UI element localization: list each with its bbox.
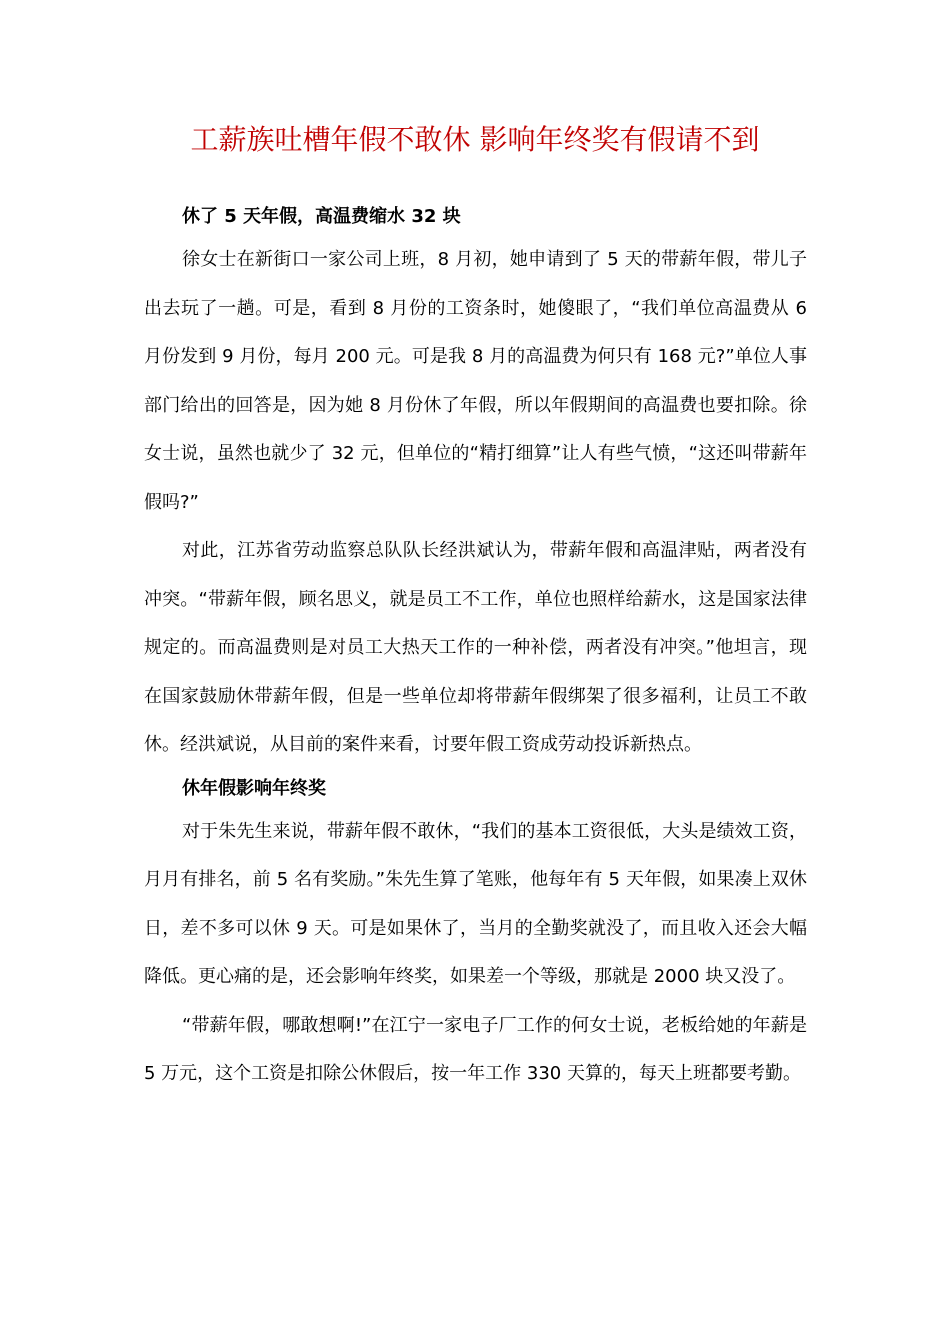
section-heading: 休了 5 天年假，高温费缩水 32 块: [182, 206, 461, 227]
section-heading: 休年假影响年终奖: [182, 777, 326, 799]
document-title: 工薪族吐槽年假不敢休 影响年终奖有假请不到: [190, 123, 760, 156]
paragraph: 对于朱先生来说，带薪年假不敢休，“我们的基本工资很低，大头是绩效工资，月月有排名，前 5 名有奖励。”朱先生算了笔账，他每年有 5 天年假，如果凑上双休日，差不多可以休 9 天。可是如果休了，当月的全勤奖就没了，而且收入还会大幅降低。更心痛的是，还会影响年终奖，如果差一个等级，那就是 2000 块又没了。: [144, 820, 807, 987]
paragraph: 对此，江苏省劳动监察总队队长经洪斌认为，带薪年假和高温津贴，两者没有冲突。“带薪年假，顾名思义，就是员工不工作，单位也照样给薪水，这是国家法律规定的。而高温费则是对员工大热天工作的一种补偿，两者没有冲突。”他坦言，现在国家鼓励休带薪年假，但是一些单位却将带薪年假绑架了很多福利，让员工不敢休。经洪斌说，从目前的案件来看，讨要年假工资成劳动投诉新热点。: [144, 540, 807, 755]
paragraph: “带薪年假，哪敢想啊!”在江宁一家电子厂工作的何女士说，老板给她的年薪是 5 万元，这个工资是扣除公休假后，按一年工作 330 天算的，每天上班都要考勤。: [144, 1014, 807, 1084]
document-body: [144, 198, 807, 1099]
paragraph: 徐女士在新街口一家公司上班，8 月初，她申请到了 5 天的带薪年假，带儿子出去玩了一趟。可是，看到 8 月份的工资条时，她傻眼了，“我们单位高温费从 6 月份发到 9 月份，每月 200 元。可是我 8 月的高温费为何只有 168 元?”单位人事部门给出的回答是，因为她 8 月份休了年假，所以年假期间的高温费也要扣除。徐女士说，虽然也就少了 32 元，但单位的“精打细算”让人有些气愤，“这还叫带薪年假吗?”: [144, 249, 807, 513]
